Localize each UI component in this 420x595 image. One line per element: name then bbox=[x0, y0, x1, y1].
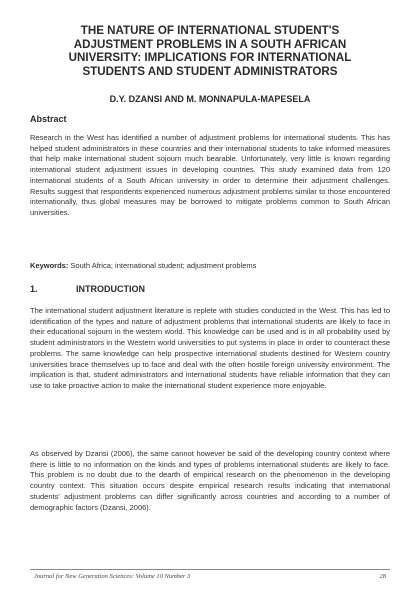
paper-title: THE NATURE OF INTERNATIONAL STUDENT'S ADJUSTMENT PROBLEMS IN A SOUTH AFRICAN UNIVERSITY: IMPLICATIONS FOR INTERNATIONAL STUDENTS AND STUDENT ADMINISTRATORS bbox=[68, 24, 352, 78]
keywords-label: Keywords: bbox=[30, 261, 69, 270]
section-title: INTRODUCTION bbox=[76, 284, 145, 294]
abstract-text: Research in the West has identified a number of adjustment problems for international students. This has helped student administrators in these countries and their international students to take informed measures that help make international student sojourn much bearable. Unfortunately, very little is known regarding international student adjustment issues in developing countries. This study examined data from 120 international students of a South African university in order to determine their adjustment challenges. Results suggest that respondents experienced numerous adjustment problems similar to those encountered internationally, thus global measures may be borrowed to mitigate problems common to South African universities. bbox=[30, 133, 390, 217]
abstract-heading: Abstract bbox=[30, 114, 67, 124]
introduction-paragraph-2: As observed by Dzansi (2006), the same cannot however be said of the developing country context where there is little to no information on the kinds and types of problems international students are likely to face. This problem is no doubt due to the dearth of empirical research on the phenomenon in the developing country context. This situation occurs despite empirical research results indicating that international students' adjustment problems can differ significantly across countries and according to a number of demographic factors (Dzansi, 2006). bbox=[30, 449, 390, 512]
footer-journal-name: Journal for New Generation Sciences: Volume 10 Number 3 bbox=[34, 573, 191, 580]
keywords-line bbox=[30, 261, 390, 272]
footer-divider bbox=[30, 569, 390, 570]
keywords-text: South Africa; international student; adjustment problems bbox=[68, 261, 257, 270]
paper-authors: D.Y. DZANSI AND M. MONNAPULA-MAPESELA bbox=[109, 94, 311, 104]
section-number: 1. bbox=[30, 284, 38, 294]
introduction-paragraph-1: The international student adjustment literature is replete with studies conducted in the West. This has led to identification of the types and nature of adjustment problems that international students are likely to face in their educational sojourn in the western world. This knowledge can be used and is in all probability used by student administrators in the Western world universities to put systems in place in order to counteract these problems. The same knowledge can help prospective international students destined for Western country universities brace themselves up to face and deal with the often hostile foreign university environment. The implication is that, student administrators and international students have reliable information that they can use to take proactive action to make the international student experience more enjoyable. bbox=[30, 306, 390, 390]
footer-page-number: 28 bbox=[379, 573, 386, 580]
introduction-heading bbox=[30, 284, 145, 294]
